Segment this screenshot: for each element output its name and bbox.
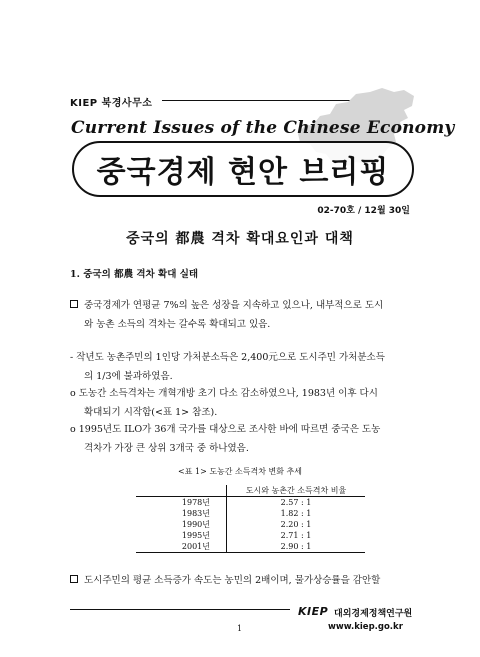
year-cell: 2001년 bbox=[136, 541, 227, 553]
year-cell: 1978년 bbox=[136, 497, 227, 509]
checkbox-bullet-icon bbox=[70, 575, 78, 583]
page-number: 1 bbox=[237, 624, 243, 633]
table-row bbox=[136, 519, 365, 530]
banner-title: 중국경제 현안 브리핑 bbox=[96, 155, 390, 190]
text-line: 의 1/3에 불과하였음. bbox=[84, 371, 173, 382]
table-row bbox=[136, 508, 365, 519]
year-cell: 1995년 bbox=[136, 530, 227, 541]
dash-paragraph bbox=[70, 348, 430, 386]
year-cell: 1990년 bbox=[136, 519, 227, 530]
text-line: 확대되기 시작함(<표 1> 참조). bbox=[84, 407, 218, 418]
bullet-paragraph-2 bbox=[70, 571, 430, 590]
o-paragraph-2 bbox=[70, 420, 430, 458]
text-line: 도시주민의 평균 소득증가 속도는 농민의 2배이며, 물가상승률을 감안할 bbox=[84, 575, 381, 586]
table-row bbox=[136, 497, 365, 509]
office-label: KIEP 북경사무소 bbox=[70, 98, 153, 109]
checkbox-bullet-icon bbox=[70, 300, 78, 308]
ratio-cell: 2.57 : 1 bbox=[280, 498, 312, 507]
ratio-cell: 2.71 : 1 bbox=[280, 531, 312, 540]
table-row bbox=[136, 541, 365, 553]
website-url[interactable]: www.kiep.go.kr bbox=[328, 622, 403, 632]
year-cell: 1983년 bbox=[136, 508, 227, 519]
banner bbox=[72, 141, 414, 197]
table-header-row bbox=[136, 485, 365, 497]
bullet-paragraph-1 bbox=[70, 296, 430, 334]
table-header-blank bbox=[136, 485, 227, 497]
series-title: Current Issues of the Chinese Economy bbox=[71, 118, 455, 138]
o-paragraph-1 bbox=[70, 384, 430, 422]
kiep-logo: KIEP bbox=[298, 605, 329, 618]
text-line: o 도농간 소득격차는 개혁개방 초기 다소 감소하였으나, 1983년 이후 다시 bbox=[70, 388, 378, 399]
footer-divider bbox=[70, 609, 290, 610]
document-title: 중국의 都農 격차 확대요인과 대책 bbox=[126, 231, 354, 247]
section-title: 1. 중국의 都農 격차 확대 실태 bbox=[70, 269, 199, 280]
text-line: o 1995년도 ILO가 36개 국가를 대상으로 조사한 바에 따르면 중국은 도농 bbox=[70, 424, 381, 435]
table-caption: <표 1> 도농간 소득격차 변화 추세 bbox=[178, 467, 302, 476]
ratio-cell: 2.90 : 1 bbox=[227, 541, 366, 553]
text-line: 와 농촌 소득의 격차는 갈수록 확대되고 있음. bbox=[84, 319, 271, 330]
table-row bbox=[136, 530, 365, 541]
text-line: 중국경제가 연평균 7%의 높은 성장을 지속하고 있으나, 내부적으로 도시 bbox=[84, 300, 384, 311]
institute-name: 대외경제정책연구원 bbox=[334, 609, 413, 619]
ratio-cell: 1.82 : 1 bbox=[280, 509, 312, 518]
data-table bbox=[136, 485, 365, 553]
text-line: 격차가 가장 큰 상위 3개국 중 하나였음. bbox=[84, 443, 249, 454]
issue-number: 02-70호 / 12월 30일 bbox=[317, 206, 410, 216]
table-header-cell: 도시와 농촌간 소득격차 비율 bbox=[227, 485, 366, 497]
ratio-cell: 2.20 : 1 bbox=[280, 520, 312, 529]
text-line: - 작년도 농촌주민의 1인당 가처분소득은 2,400元으로 도시주민 가처분소득 bbox=[70, 352, 385, 363]
